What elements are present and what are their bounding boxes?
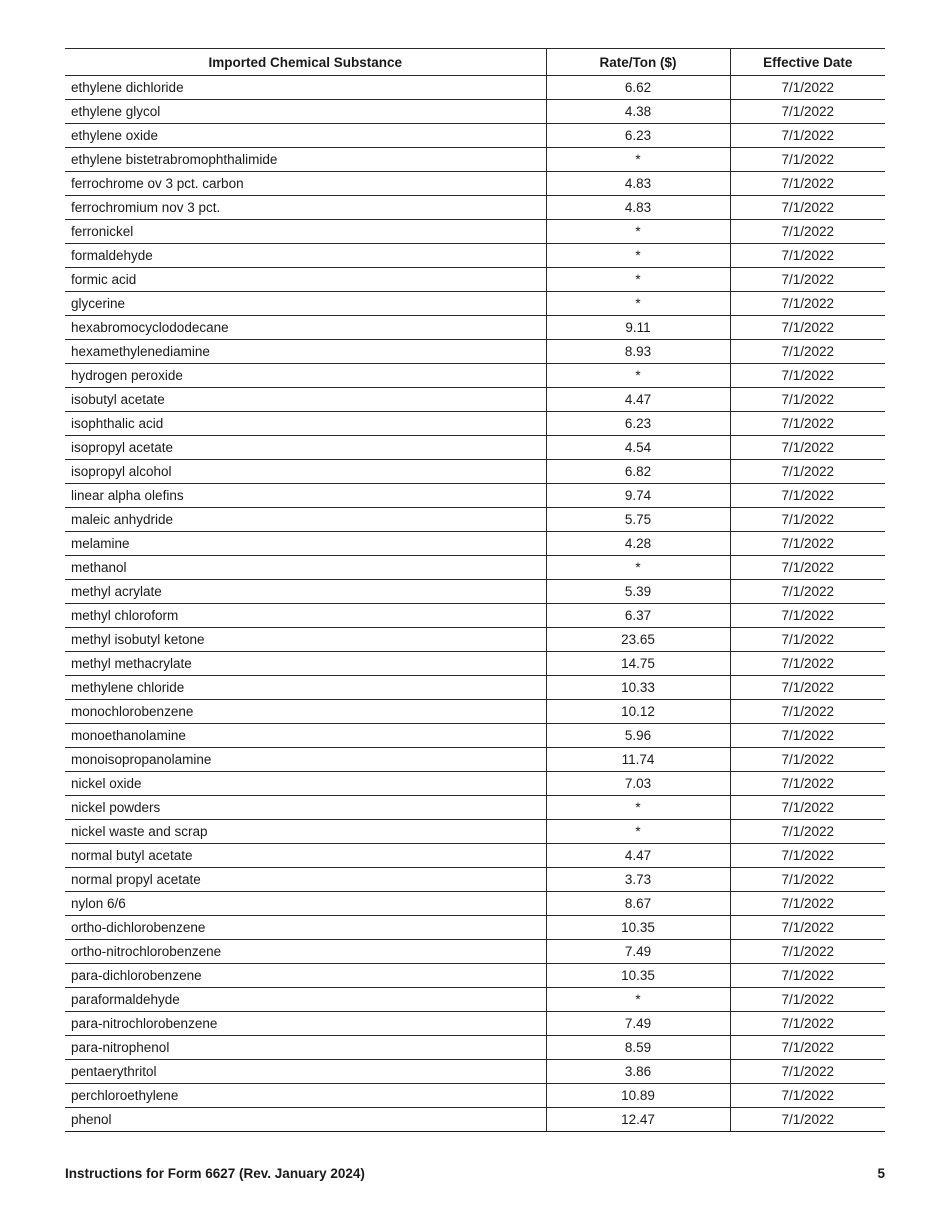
- effective-date-cell: 7/1/2022: [730, 388, 885, 412]
- substance-cell: nickel oxide: [65, 772, 546, 796]
- rate-cell: 10.35: [546, 964, 730, 988]
- chemical-rates-table: [65, 48, 885, 1132]
- table-body: [65, 76, 885, 1132]
- rate-cell: 4.28: [546, 532, 730, 556]
- effective-date-cell: 7/1/2022: [730, 988, 885, 1012]
- substance-cell: formic acid: [65, 268, 546, 292]
- substance-cell: perchloroethylene: [65, 1084, 546, 1108]
- rate-cell: *: [546, 988, 730, 1012]
- table-row: [65, 388, 885, 412]
- table-row: [65, 892, 885, 916]
- table-row: [65, 1036, 885, 1060]
- rate-cell: 5.96: [546, 724, 730, 748]
- rate-cell: 5.75: [546, 508, 730, 532]
- substance-cell: nickel powders: [65, 796, 546, 820]
- rate-cell: 4.38: [546, 100, 730, 124]
- table-row: [65, 532, 885, 556]
- substance-cell: hexamethylenediamine: [65, 340, 546, 364]
- rate-cell: 4.47: [546, 844, 730, 868]
- effective-date-cell: 7/1/2022: [730, 1060, 885, 1084]
- substance-cell: paraformaldehyde: [65, 988, 546, 1012]
- rate-cell: 4.54: [546, 436, 730, 460]
- rate-cell: 7.49: [546, 940, 730, 964]
- substance-cell: isobutyl acetate: [65, 388, 546, 412]
- effective-date-cell: 7/1/2022: [730, 364, 885, 388]
- rate-cell: 12.47: [546, 1108, 730, 1132]
- rate-cell: *: [546, 220, 730, 244]
- effective-date-cell: 7/1/2022: [730, 100, 885, 124]
- rate-cell: *: [546, 292, 730, 316]
- effective-date-cell: 7/1/2022: [730, 460, 885, 484]
- table-row: [65, 604, 885, 628]
- substance-cell: methyl acrylate: [65, 580, 546, 604]
- table-row: [65, 148, 885, 172]
- effective-date-cell: 7/1/2022: [730, 484, 885, 508]
- substance-cell: ortho-dichlorobenzene: [65, 916, 546, 940]
- substance-cell: para-nitrophenol: [65, 1036, 546, 1060]
- rate-cell: 8.67: [546, 892, 730, 916]
- effective-date-cell: 7/1/2022: [730, 724, 885, 748]
- effective-date-cell: 7/1/2022: [730, 916, 885, 940]
- substance-cell: glycerine: [65, 292, 546, 316]
- table-header-row: [65, 49, 885, 76]
- rate-cell: 23.65: [546, 628, 730, 652]
- rate-cell: 10.33: [546, 676, 730, 700]
- rate-cell: 10.35: [546, 916, 730, 940]
- table-row: [65, 796, 885, 820]
- table-row: [65, 292, 885, 316]
- substance-cell: ethylene dichloride: [65, 76, 546, 100]
- effective-date-cell: 7/1/2022: [730, 196, 885, 220]
- effective-date-cell: 7/1/2022: [730, 76, 885, 100]
- substance-cell: nylon 6/6: [65, 892, 546, 916]
- substance-cell: hydrogen peroxide: [65, 364, 546, 388]
- table-row: [65, 172, 885, 196]
- table-row: [65, 748, 885, 772]
- table-row: [65, 76, 885, 100]
- table-row: [65, 820, 885, 844]
- substance-cell: formaldehyde: [65, 244, 546, 268]
- table-row: [65, 460, 885, 484]
- substance-cell: ortho-nitrochlorobenzene: [65, 940, 546, 964]
- effective-date-cell: 7/1/2022: [730, 556, 885, 580]
- table-row: [65, 676, 885, 700]
- rate-cell: 7.49: [546, 1012, 730, 1036]
- table-row: [65, 868, 885, 892]
- rate-cell: 4.47: [546, 388, 730, 412]
- rate-cell: 3.73: [546, 868, 730, 892]
- effective-date-cell: 7/1/2022: [730, 772, 885, 796]
- effective-date-cell: 7/1/2022: [730, 820, 885, 844]
- substance-cell: para-nitrochlorobenzene: [65, 1012, 546, 1036]
- rate-cell: 10.12: [546, 700, 730, 724]
- effective-date-cell: 7/1/2022: [730, 700, 885, 724]
- substance-cell: monoethanolamine: [65, 724, 546, 748]
- table-row: [65, 340, 885, 364]
- effective-date-cell: 7/1/2022: [730, 604, 885, 628]
- substance-cell: methyl isobutyl ketone: [65, 628, 546, 652]
- rate-cell: 6.23: [546, 412, 730, 436]
- table-row: [65, 580, 885, 604]
- effective-date-cell: 7/1/2022: [730, 412, 885, 436]
- table-row: [65, 556, 885, 580]
- rate-cell: *: [546, 556, 730, 580]
- substance-cell: ethylene bistetrabromophthalimide: [65, 148, 546, 172]
- rate-cell: 3.86: [546, 1060, 730, 1084]
- substance-cell: ferronickel: [65, 220, 546, 244]
- table-row: [65, 700, 885, 724]
- rate-cell: 5.39: [546, 580, 730, 604]
- substance-cell: methyl chloroform: [65, 604, 546, 628]
- table-row: [65, 1084, 885, 1108]
- table-row: [65, 484, 885, 508]
- substance-cell: methyl methacrylate: [65, 652, 546, 676]
- table-row: [65, 124, 885, 148]
- effective-date-cell: 7/1/2022: [730, 340, 885, 364]
- table-row: [65, 268, 885, 292]
- effective-date-cell: 7/1/2022: [730, 436, 885, 460]
- table-row: [65, 508, 885, 532]
- footer-page-number: 5: [877, 1166, 885, 1181]
- effective-date-cell: 7/1/2022: [730, 1084, 885, 1108]
- rate-cell: *: [546, 148, 730, 172]
- substance-cell: nickel waste and scrap: [65, 820, 546, 844]
- rate-cell: *: [546, 364, 730, 388]
- substance-cell: ethylene oxide: [65, 124, 546, 148]
- substance-cell: isopropyl acetate: [65, 436, 546, 460]
- table-row: [65, 652, 885, 676]
- table-row: [65, 1108, 885, 1132]
- effective-date-cell: 7/1/2022: [730, 628, 885, 652]
- page-footer: [65, 1166, 885, 1181]
- rate-cell: 6.62: [546, 76, 730, 100]
- table-row: [65, 1060, 885, 1084]
- rate-cell: 6.82: [546, 460, 730, 484]
- header-rate: Rate/Ton ($): [546, 49, 730, 76]
- effective-date-cell: 7/1/2022: [730, 508, 885, 532]
- table-row: [65, 196, 885, 220]
- substance-cell: hexabromocyclododecane: [65, 316, 546, 340]
- effective-date-cell: 7/1/2022: [730, 124, 885, 148]
- effective-date-cell: 7/1/2022: [730, 844, 885, 868]
- table-row: [65, 316, 885, 340]
- effective-date-cell: 7/1/2022: [730, 580, 885, 604]
- table-row: [65, 436, 885, 460]
- substance-cell: normal butyl acetate: [65, 844, 546, 868]
- effective-date-cell: 7/1/2022: [730, 964, 885, 988]
- table-row: [65, 412, 885, 436]
- substance-cell: ferrochromium nov 3 pct.: [65, 196, 546, 220]
- substance-cell: phenol: [65, 1108, 546, 1132]
- effective-date-cell: 7/1/2022: [730, 892, 885, 916]
- effective-date-cell: 7/1/2022: [730, 676, 885, 700]
- effective-date-cell: 7/1/2022: [730, 940, 885, 964]
- table-row: [65, 724, 885, 748]
- table-row: [65, 220, 885, 244]
- rate-cell: *: [546, 268, 730, 292]
- rate-cell: *: [546, 244, 730, 268]
- effective-date-cell: 7/1/2022: [730, 796, 885, 820]
- effective-date-cell: 7/1/2022: [730, 268, 885, 292]
- substance-cell: ethylene glycol: [65, 100, 546, 124]
- table-row: [65, 916, 885, 940]
- rate-cell: 6.23: [546, 124, 730, 148]
- substance-cell: pentaerythritol: [65, 1060, 546, 1084]
- rate-cell: *: [546, 796, 730, 820]
- rate-cell: 10.89: [546, 1084, 730, 1108]
- effective-date-cell: 7/1/2022: [730, 148, 885, 172]
- rate-cell: *: [546, 820, 730, 844]
- substance-cell: para-dichlorobenzene: [65, 964, 546, 988]
- substance-cell: ferrochrome ov 3 pct. carbon: [65, 172, 546, 196]
- table-row: [65, 844, 885, 868]
- rate-cell: 4.83: [546, 196, 730, 220]
- table-row: [65, 988, 885, 1012]
- table-row: [65, 244, 885, 268]
- effective-date-cell: 7/1/2022: [730, 748, 885, 772]
- table-row: [65, 1012, 885, 1036]
- effective-date-cell: 7/1/2022: [730, 316, 885, 340]
- substance-cell: monochlorobenzene: [65, 700, 546, 724]
- effective-date-cell: 7/1/2022: [730, 532, 885, 556]
- header-effective-date: Effective Date: [730, 49, 885, 76]
- substance-cell: normal propyl acetate: [65, 868, 546, 892]
- table-row: [65, 100, 885, 124]
- substance-cell: linear alpha olefins: [65, 484, 546, 508]
- rate-cell: 4.83: [546, 172, 730, 196]
- rate-cell: 8.59: [546, 1036, 730, 1060]
- effective-date-cell: 7/1/2022: [730, 172, 885, 196]
- substance-cell: monoisopropanolamine: [65, 748, 546, 772]
- table-row: [65, 964, 885, 988]
- effective-date-cell: 7/1/2022: [730, 652, 885, 676]
- effective-date-cell: 7/1/2022: [730, 220, 885, 244]
- effective-date-cell: 7/1/2022: [730, 868, 885, 892]
- substance-cell: methylene chloride: [65, 676, 546, 700]
- rate-cell: 9.11: [546, 316, 730, 340]
- table-row: [65, 772, 885, 796]
- table-row: [65, 940, 885, 964]
- rate-cell: 14.75: [546, 652, 730, 676]
- substance-cell: methanol: [65, 556, 546, 580]
- effective-date-cell: 7/1/2022: [730, 1108, 885, 1132]
- rate-cell: 9.74: [546, 484, 730, 508]
- substance-cell: isopropyl alcohol: [65, 460, 546, 484]
- document-page: [65, 48, 885, 1132]
- substance-cell: isophthalic acid: [65, 412, 546, 436]
- rate-cell: 7.03: [546, 772, 730, 796]
- table-row: [65, 364, 885, 388]
- footer-form-title: Instructions for Form 6627 (Rev. January 2024): [65, 1166, 365, 1181]
- rate-cell: 6.37: [546, 604, 730, 628]
- rate-cell: 8.93: [546, 340, 730, 364]
- table-row: [65, 628, 885, 652]
- substance-cell: melamine: [65, 532, 546, 556]
- substance-cell: maleic anhydride: [65, 508, 546, 532]
- effective-date-cell: 7/1/2022: [730, 1036, 885, 1060]
- rate-cell: 11.74: [546, 748, 730, 772]
- effective-date-cell: 7/1/2022: [730, 292, 885, 316]
- header-substance: Imported Chemical Substance: [65, 49, 546, 76]
- effective-date-cell: 7/1/2022: [730, 244, 885, 268]
- effective-date-cell: 7/1/2022: [730, 1012, 885, 1036]
